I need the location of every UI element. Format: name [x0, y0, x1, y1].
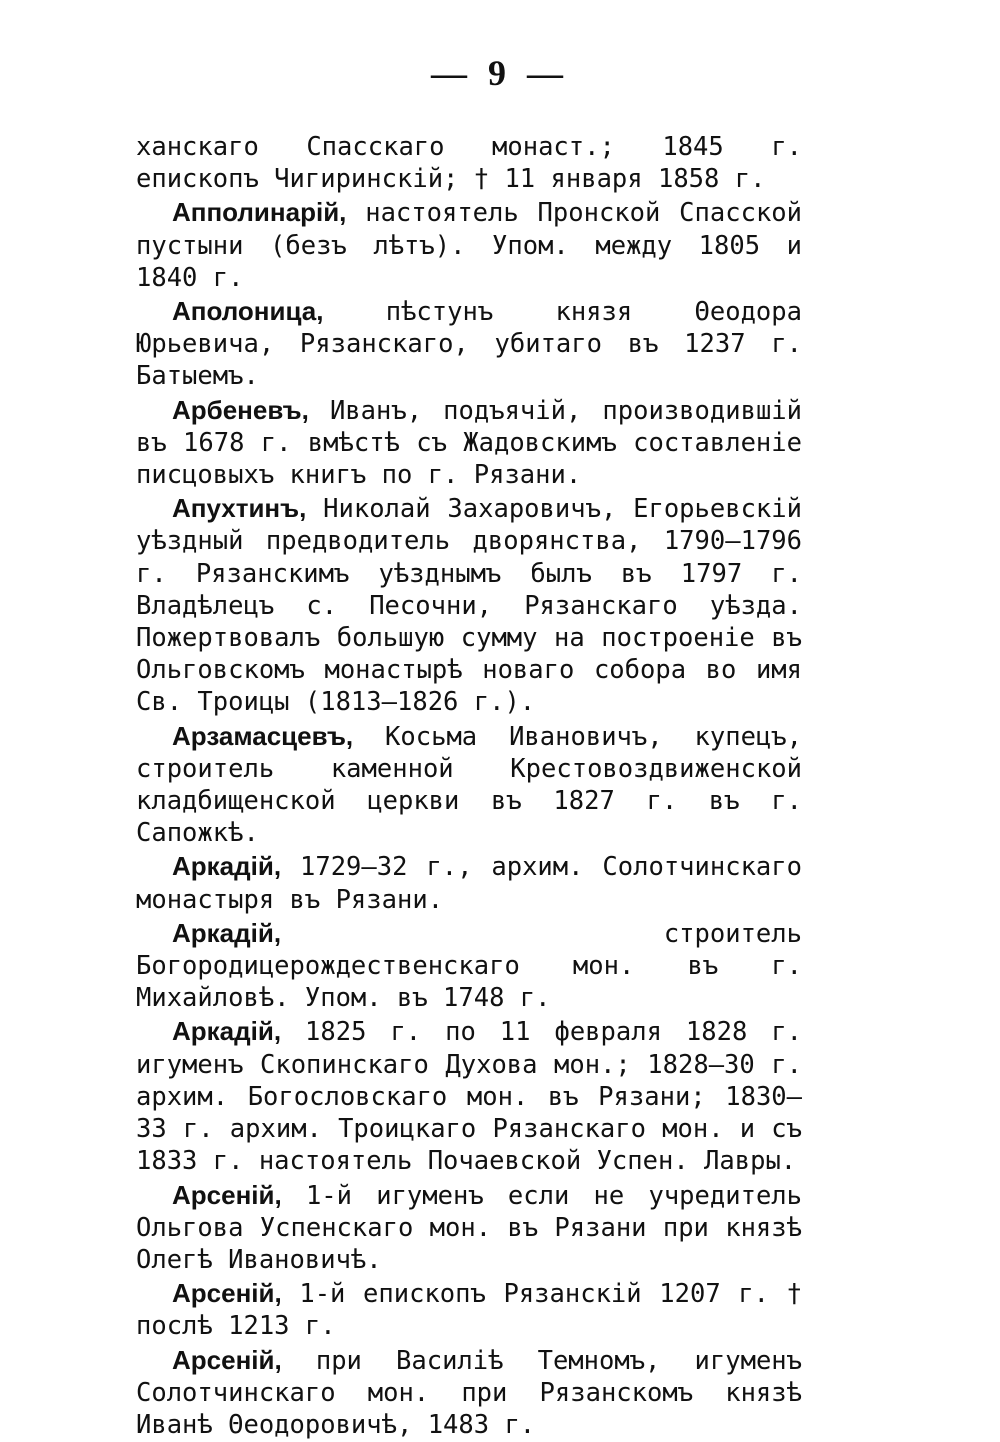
entry-headword: Аркадій,: [172, 1016, 282, 1047]
entry: [136, 1344, 802, 1442]
entry: [136, 492, 802, 718]
entry-text: 1825 г. по 11 февраля 1828 г. игуменъ Скопинскаго Духова мон.; 1828—30 г. архим. Богословскаго мон. въ Рязани; 1830—33 г. архим. Троицкаго Рязанскаго мон. и съ 1833 г. настоятель Почаевской Успен. Лавры.: [136, 1017, 802, 1177]
entry-headword: Аполоница,: [172, 296, 324, 327]
page-number: — 9 —: [431, 53, 569, 93]
entry-headword: Арсеній,: [172, 1278, 282, 1309]
entry-text: 1-й игуменъ если не учредитель Ольгова Успенскаго мон. въ Рязани при князѣ Олегѣ Ивановичѣ.: [136, 1180, 802, 1275]
entry-text: Иванъ, подъячій, производившій въ 1678 г. вмѣстѣ съ Жадовскимъ составленіе писцовыхъ книгъ по г. Рязани.: [136, 395, 802, 491]
dictionary-text: [136, 130, 802, 1442]
entry-continuation: [136, 130, 802, 195]
entry-headword: Аркадій,: [172, 851, 282, 882]
entry-headword: Апухтинъ,: [172, 493, 307, 524]
entry-headword: Арбеневъ,: [172, 394, 309, 425]
entry: [136, 196, 802, 294]
entry-text: Николай Захаровичъ, Егорьевскій уѣздный предводитель дворянства, 1790—1796 г. Рязанскимъ уѣзднымъ былъ въ 1797 г. Владѣлецъ с. Песочни, Рязанскаго уѣзда. Пожертвовалъ большую сумму на построеніе въ Ольговскомъ монастырѣ новаго собора во имя Св. Троицы (1813—1826 г.).: [136, 494, 802, 718]
entry-text: строитель Богородицерождественскаго мон. въ г. Михайловѣ. Упом. въ 1748 г.: [136, 918, 802, 1014]
entry-headword: Аркадій,: [172, 917, 282, 948]
entry-headword: Арсеній,: [172, 1179, 282, 1210]
entry: [136, 720, 802, 850]
entry-text: ханскаго Спасскаго монаст.; 1845 г. епископъ Чигиринскій; † 11 января 1858 г.: [136, 132, 802, 195]
entry-text: Косьма Ивановичъ, купецъ, строитель каменной Крестовоздвиженской кладбищенской церкви въ 1827 г. въ г. Сапожкѣ.: [136, 721, 802, 849]
entry-text: 1729—32 г., архим. Солотчинскаго монастыря въ Рязани.: [136, 852, 802, 915]
entry-text: настоятель Пронской Спасской пустыни (безъ лѣтъ). Упом. между 1805 и 1840 г.: [136, 198, 802, 293]
entry: [136, 917, 802, 1015]
entry-headword: Арзамасцевъ,: [172, 720, 354, 751]
entry: [136, 1179, 802, 1277]
entry: [136, 295, 802, 393]
entry: [136, 394, 802, 492]
entry: [136, 1015, 802, 1177]
entry: [136, 850, 802, 915]
entry-text: при Василіѣ Темномъ, игуменъ Солотчинскаго мон. при Рязанскомъ князѣ Иванѣ Θеодоровичѣ, 1483 г.: [136, 1345, 802, 1440]
entry-text: 1-й епископъ Рязанскій 1207 г. † послѣ 1213 г.: [136, 1279, 802, 1342]
entry-headword: Арсеній,: [172, 1344, 282, 1375]
entry-headword: Апполинарій,: [172, 197, 347, 228]
entry-text: пѣстунъ князя Θеодора Юрьевича, Рязанскаго, убитаго въ 1237 г. Батыемъ.: [136, 297, 802, 392]
entry: [136, 1277, 802, 1342]
